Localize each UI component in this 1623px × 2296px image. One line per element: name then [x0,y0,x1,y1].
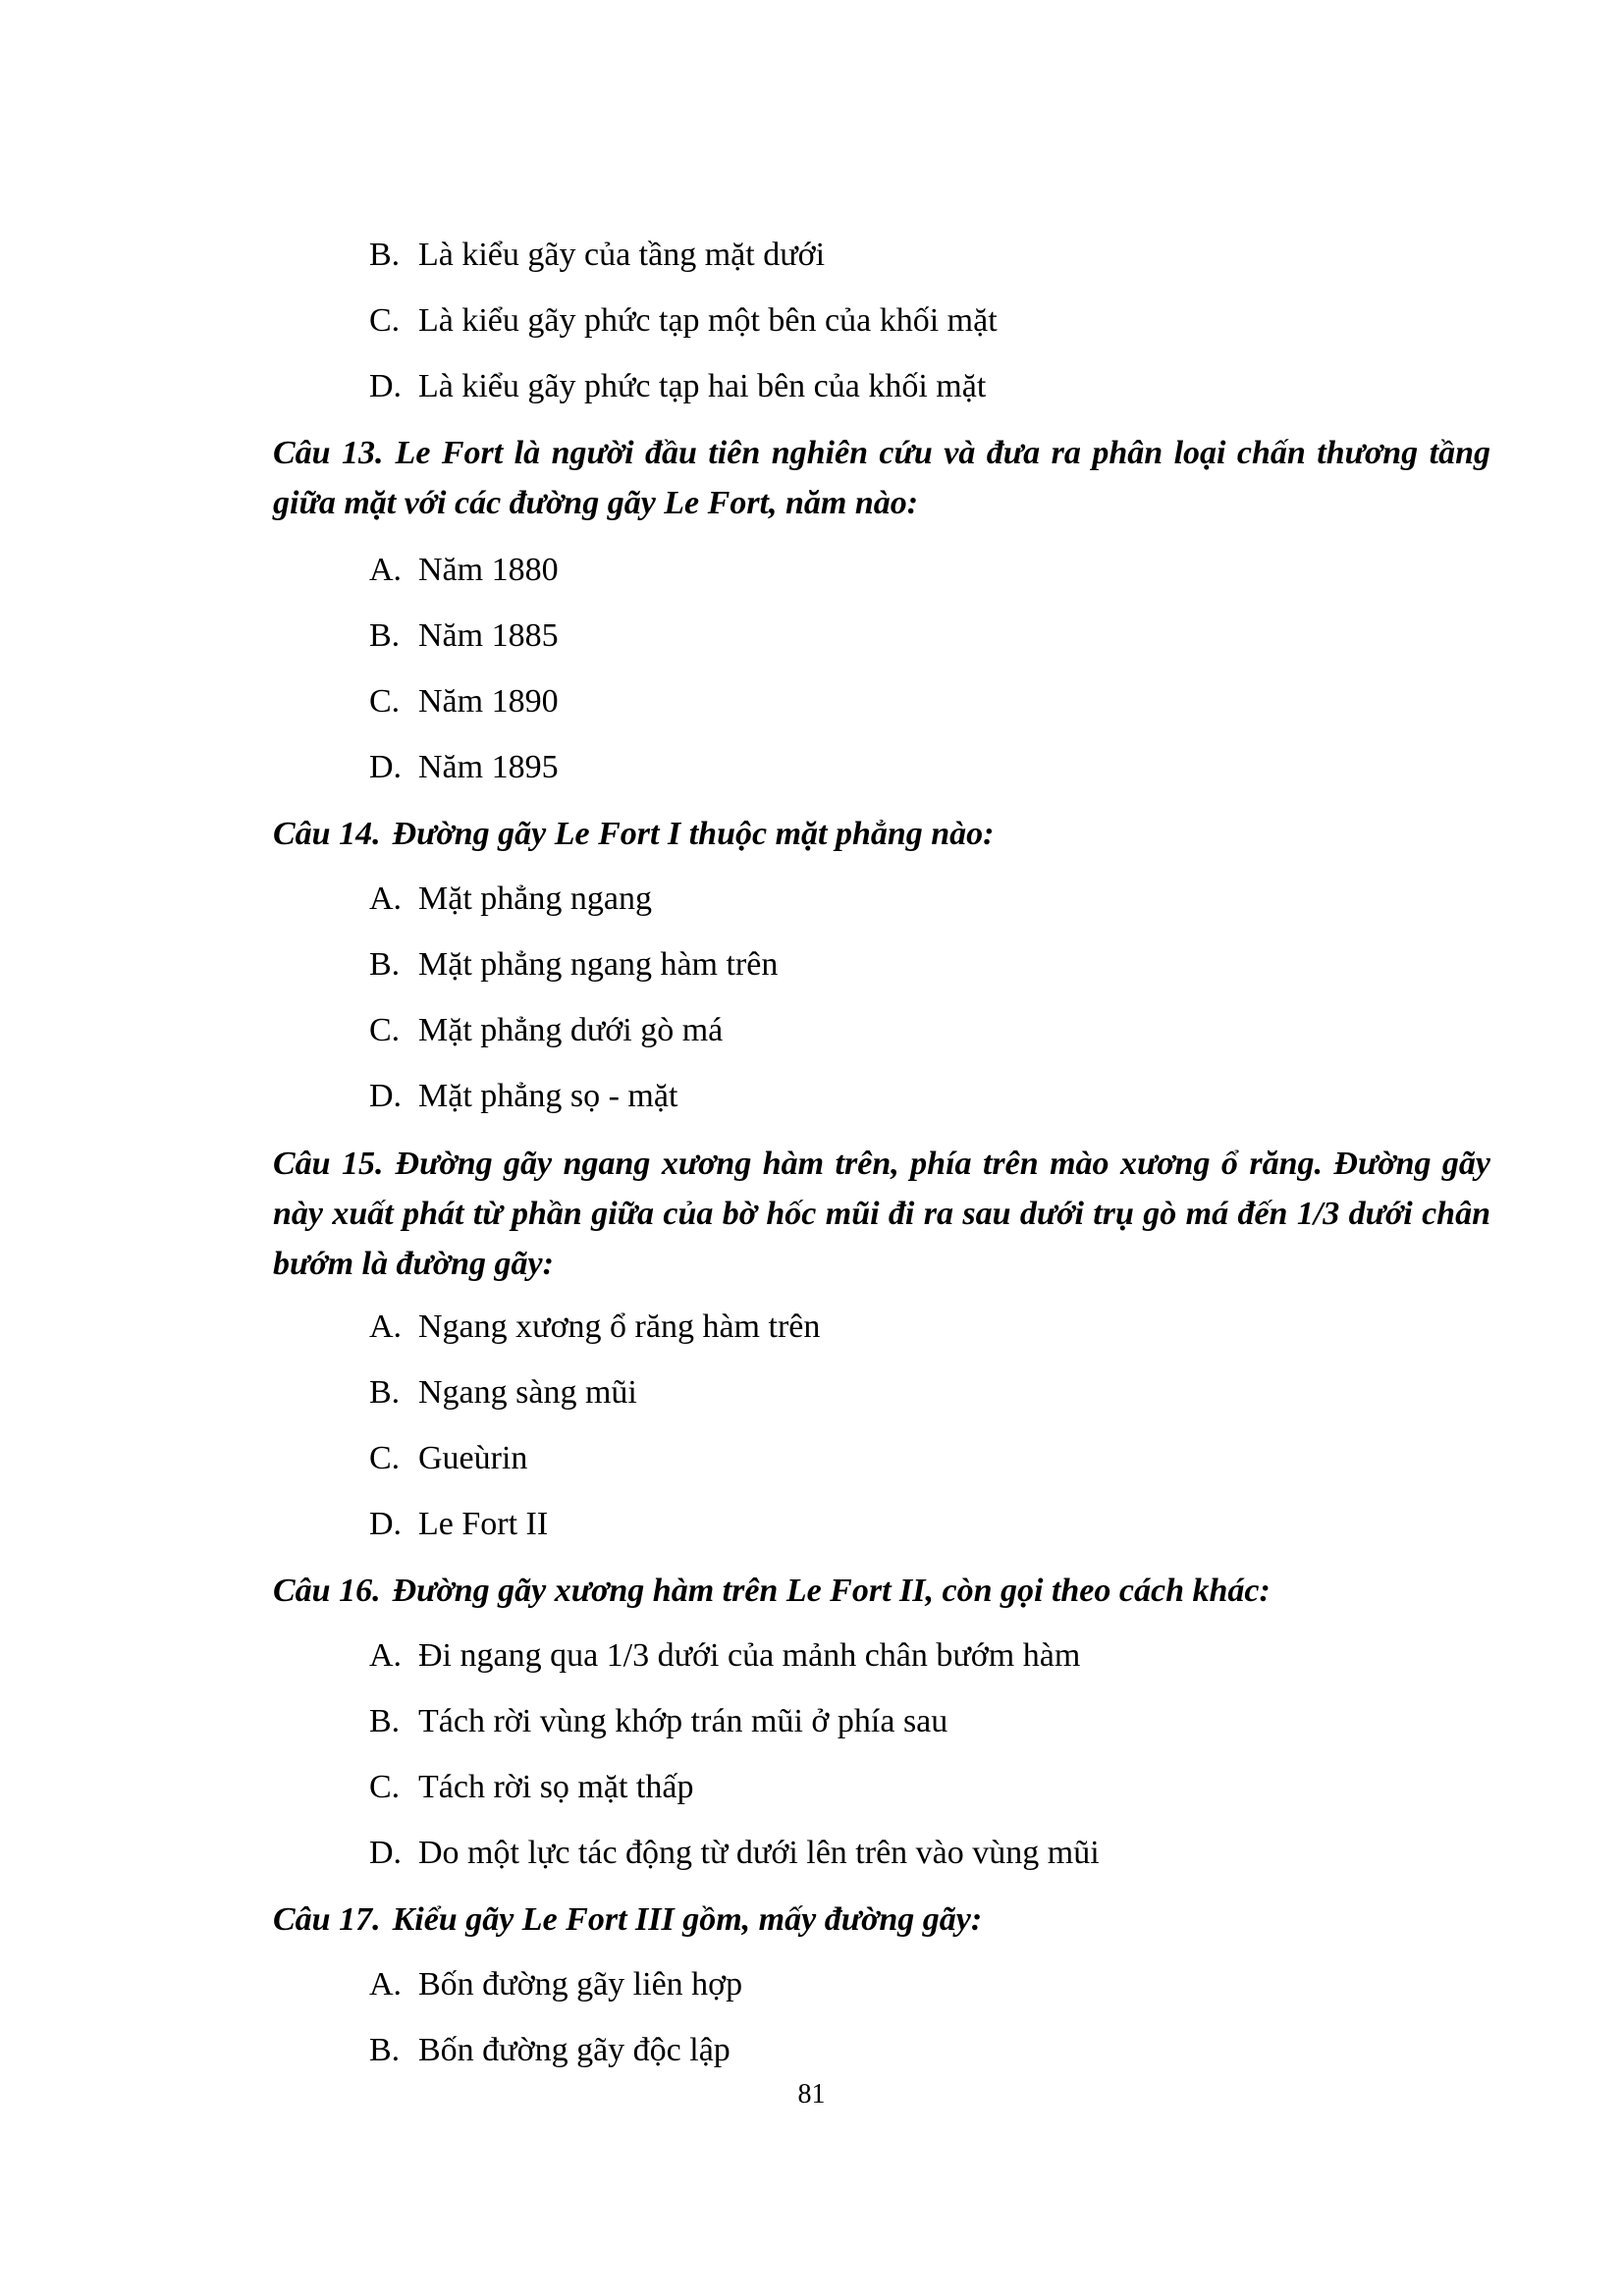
option-b [369,2031,730,2070]
option-letter: B. [369,1703,401,1739]
option-letter: B. [369,946,401,983]
option-letter: A. [369,1308,403,1345]
option-letter: C. [369,1769,401,1805]
question-label: Câu 13. [273,435,384,471]
option-text: Ngang sàng mũi [418,1374,637,1411]
option-a [369,1636,1080,1676]
option-text: Ngang xương ổ răng hàm trên [418,1308,821,1345]
option-text: Là kiểu gãy phức tạp hai bên của khối mặt [418,368,987,404]
option-text: Là kiểu gãy phức tạp một bên của khối mặt [418,302,998,339]
option-letter: D. [369,1506,403,1542]
option-d [369,748,559,787]
option-a [369,551,559,590]
option-text: Năm 1895 [418,749,559,785]
option-text: Le Fort II [418,1506,549,1542]
option-text: Mặt phẳng sọ - mặt [418,1078,678,1114]
option-b [369,616,559,656]
option-text: Bốn đường gãy độc lập [418,2032,730,2068]
question-15 [273,1139,1490,1289]
question-text: Đường gãy ngang xương hàm trên, phía trên mào xương ổ răng. Đường gãy này xuất phát từ phần giữa của bờ hốc mũi đi ra sau dưới trụ gò má đến 1/3 dưới chân bướm là đường gãy: [273,1146,1491,1282]
option-text: Mặt phẳng ngang [418,881,652,917]
option-b [369,1373,637,1413]
question-label: Câu 16. [273,1573,381,1609]
option-text: Năm 1880 [418,552,559,588]
option-letter: B. [369,237,401,273]
option-a [369,1965,742,2004]
option-text: Tách rời sọ mặt thấp [418,1769,694,1805]
option-letter: C. [369,683,401,720]
option-d [369,367,986,406]
option-letter: A. [369,881,403,917]
option-text: Bốn đường gãy liên hợp [418,1966,743,2002]
option-b [369,236,825,275]
option-c [369,301,998,341]
option-text: Là kiểu gãy của tầng mặt dưới [418,237,826,273]
option-letter: B. [369,617,401,654]
option-letter: A. [369,1637,403,1674]
question-16 [273,1566,1490,1616]
option-letter: C. [369,1440,401,1476]
option-letter: D. [369,368,403,404]
option-text: Mặt phẳng dưới gò má [418,1012,724,1048]
option-c [369,1011,723,1050]
option-d [369,1834,1100,1873]
question-text: Đường gãy Le Fort I thuộc mặt phẳng nào: [392,816,995,852]
option-letter: D. [369,1835,403,1871]
option-a [369,1308,820,1347]
option-letter: C. [369,302,401,339]
option-letter: A. [369,1966,403,2002]
option-b [369,945,778,985]
question-14 [273,809,1490,859]
option-c [369,1439,527,1478]
option-letter: B. [369,1374,401,1411]
option-text: Đi ngang qua 1/3 dưới của mảnh chân bướm hàm [418,1637,1081,1674]
option-text: Mặt phẳng ngang hàm trên [418,946,779,983]
option-letter: D. [369,1078,403,1114]
question-17 [273,1895,1490,1945]
question-text: Kiểu gãy Le Fort III gồm, mấy đường gãy: [392,1901,983,1938]
question-text: Le Fort là người đầu tiên nghiên cứu và đưa ra phân loại chấn thương tầng giữa mặt với các đường gãy Le Fort, năm nào: [273,435,1490,521]
option-letter: C. [369,1012,401,1048]
question-label: Câu 15. [273,1146,384,1182]
option-text: Gueùrin [418,1440,528,1476]
option-c [369,1768,693,1807]
question-text: Đường gãy xương hàm trên Le Fort II, còn gọi theo cách khác: [392,1573,1271,1609]
option-b [369,1702,947,1741]
option-text: Tách rời vùng khớp trán mũi ở phía sau [418,1703,948,1739]
option-letter: B. [369,2032,401,2068]
option-letter: A. [369,552,403,588]
option-text: Do một lực tác động từ dưới lên trên vào vùng mũi [418,1835,1100,1871]
question-label: Câu 17. [273,1901,381,1938]
option-d [369,1077,677,1116]
option-c [369,682,559,721]
option-a [369,880,652,919]
option-text: Năm 1890 [418,683,559,720]
option-d [369,1505,548,1544]
question-label: Câu 14. [273,816,381,852]
question-13 [273,428,1490,528]
option-text: Năm 1885 [418,617,559,654]
page-number: 81 [797,2079,826,2109]
option-letter: D. [369,749,403,785]
